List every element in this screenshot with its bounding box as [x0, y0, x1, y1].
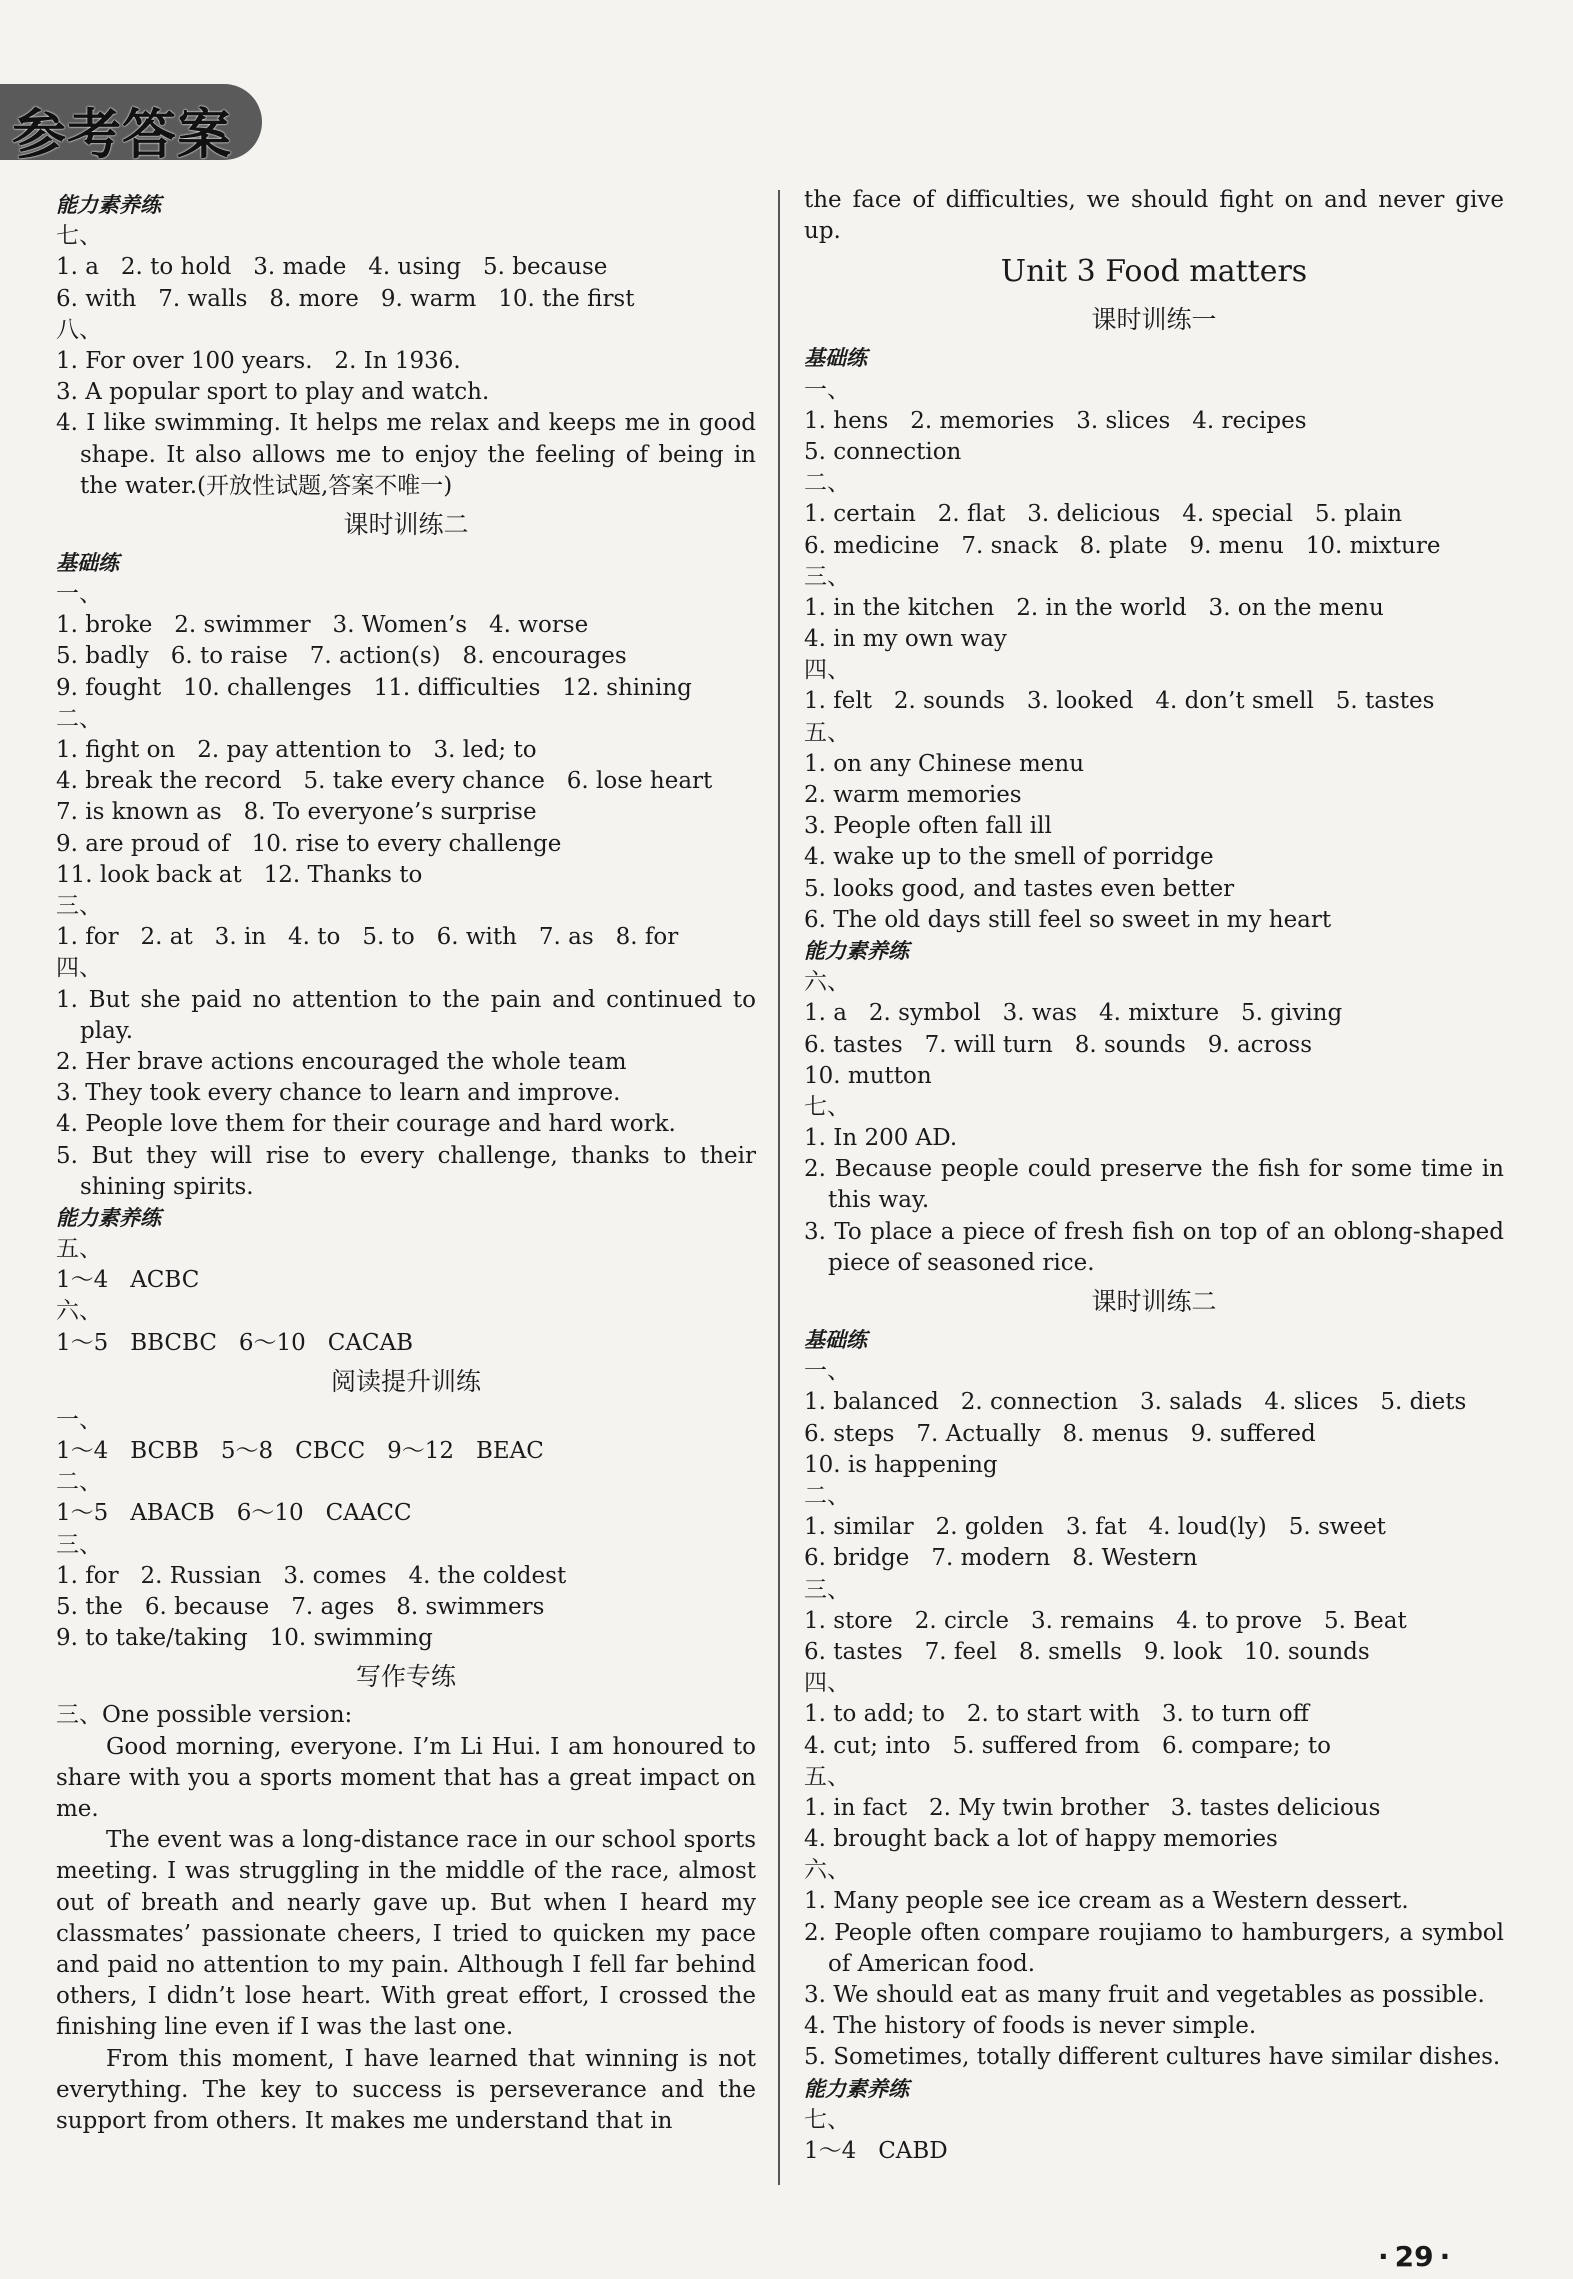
- answer-line: 1～4 CABD: [804, 2138, 948, 2164]
- answer-line: 六、: [56, 1298, 102, 1325]
- answer-line: 三、: [804, 563, 850, 590]
- answer-line: 五、: [56, 1236, 102, 1263]
- answer-line: 1. fight on 2. pay attention to 3. led; to: [56, 737, 537, 764]
- section-header-tab: [0, 84, 262, 166]
- answer-line: 七、: [56, 223, 102, 250]
- answer-paragraph: 1. But she paid no attention to the pain and continued to play.: [56, 986, 756, 1044]
- answer-line: 1～4 BCBB 5～8 CBCC 9～12 BEAC: [56, 1438, 544, 1465]
- answer-line: 1. certain 2. flat 3. delicious 4. special 5. plain: [804, 501, 1403, 528]
- answer-line: 1. balanced 2. connection 3. salads 4. slices 5. diets: [804, 1389, 1467, 1416]
- answer-line: 6. tastes 7. will turn 8. sounds 9. across: [804, 1031, 1313, 1058]
- answer-line: 4. wake up to the smell of porridge: [804, 844, 1214, 871]
- answer-line: 三、: [804, 1576, 850, 1603]
- answer-line: 1. for 2. Russian 3. comes 4. the coldest: [56, 1562, 567, 1589]
- answer-line: 八、: [56, 316, 102, 343]
- answer-line: 1. a 2. to hold 3. made 4. using 5. because: [56, 254, 608, 281]
- answer-line: 4. cut; into 5. suffered from 6. compare; to: [804, 1732, 1331, 1759]
- answer-line: 四、: [804, 1670, 850, 1697]
- answer-line: 三、: [56, 892, 102, 919]
- answer-line: 1. felt 2. sounds 3. looked 4. don’t smell 5. tastes: [804, 688, 1435, 715]
- answer-line: 1. to add; to 2. to start with 3. to turn off: [804, 1701, 1309, 1728]
- section-label: 基础练: [804, 1328, 867, 1353]
- answer-line: 七、: [804, 2106, 850, 2133]
- answer-line: 四、: [804, 657, 850, 684]
- answer-line: 1～5 BBCBC 6～10 CACAB: [56, 1329, 414, 1356]
- answer-line: 6. steps 7. Actually 8. menus 9. suffered: [804, 1420, 1316, 1447]
- answer-paragraph: 5. But they will rise to every challenge, thanks to their shining spirits.: [56, 1142, 756, 1200]
- answer-line: 一、: [804, 376, 850, 403]
- answer-line: 七、: [804, 1093, 850, 1120]
- answer-line: 五、: [804, 1763, 850, 1790]
- answer-line: 四、: [56, 955, 102, 982]
- column-divider: [778, 190, 780, 2185]
- answer-line: 4. brought back a lot of happy memories: [804, 1826, 1278, 1853]
- answer-line: 5. connection: [804, 438, 962, 465]
- page-number-text: 29: [1394, 2240, 1434, 2273]
- answer-paragraph: the face of difficulties, we should fight on and never give up.: [804, 187, 1504, 245]
- answer-line: 3. We should eat as many fruit and vegetables as possible.: [804, 1982, 1485, 2009]
- answer-line: 1. in fact 2. My twin brother 3. tastes delicious: [804, 1794, 1381, 1821]
- right-column: [804, 185, 1504, 2167]
- answer-line: 1. store 2. circle 3. remains 4. to prove 5. Beat: [804, 1607, 1407, 1634]
- answer-line: 二、: [56, 705, 102, 732]
- answer-line: 7. is known as 8. To everyone’s surprise: [56, 799, 537, 826]
- page-number: [1372, 2240, 1456, 2273]
- answer-line: 9. are proud of 10. rise to every challenge: [56, 830, 562, 857]
- lesson-title: 课时训练一: [1091, 305, 1217, 335]
- answer-line: 一、: [56, 581, 102, 608]
- answer-line: 1. in the kitchen 2. in the world 3. on the menu: [804, 594, 1384, 621]
- answer-line: 二、: [804, 470, 850, 497]
- answer-line: 1. broke 2. swimmer 3. Women’s 4. worse: [56, 612, 589, 639]
- answer-line: 3. People often fall ill: [804, 813, 1052, 840]
- answer-line: 10. mutton: [804, 1062, 932, 1089]
- answer-paragraph: The event was a long-distance race in our school sports meeting. I was struggling in the middle of the race, almost out of breath and nearly gave up. But when I heard my classmates’ passionate cheers, I tried to quicken my pace and paid no attention to my pain. Although I fell far behind others, I didn’t lose heart. With great effort, I crossed the finishing line even if I was the last one.: [56, 1827, 756, 2041]
- answer-line: 5. the 6. because 7. ages 8. swimmers: [56, 1593, 545, 1620]
- answer-line: 1～4 ACBC: [56, 1267, 200, 1294]
- lesson-title: 写作专练: [355, 1662, 456, 1692]
- answer-line: 11. look back at 12. Thanks to: [56, 861, 423, 888]
- lesson-title: 课时训练二: [343, 509, 469, 539]
- answer-paragraph: 2. People often compare roujiamo to hamburgers, a symbol of American food.: [804, 1919, 1504, 1977]
- answer-line: 5. badly 6. to raise 7. action(s) 8. encourages: [56, 643, 627, 670]
- section-label: 能力素养练: [804, 2076, 909, 2101]
- left-column: [56, 190, 756, 2137]
- answer-line: 2. warm memories: [804, 782, 1022, 809]
- section-label: 能力素养练: [56, 193, 161, 217]
- answer-paragraph: From this moment, I have learned that winning is not everything. The key to success is perseverance and the support from others. It makes me understand that in: [56, 2045, 756, 2134]
- answer-line: 10. is happening: [804, 1451, 998, 1478]
- answer-line: 5. Sometimes, totally different cultures have similar dishes.: [804, 2044, 1501, 2071]
- answer-paragraph: Good morning, everyone. I’m Li Hui. I am honoured to share with you a sports moment that has a great impact on me.: [56, 1733, 756, 1822]
- bullet-dot-icon: ·: [1439, 2240, 1451, 2273]
- answer-line: 3. They took every chance to learn and improve.: [56, 1080, 621, 1107]
- section-label: 基础练: [56, 550, 119, 575]
- answer-line: 1. For over 100 years. 2. In 1936.: [56, 347, 461, 374]
- section-label: 能力素养练: [804, 938, 909, 963]
- answer-line: 5. looks good, and tastes even better: [804, 875, 1235, 902]
- answer-paragraph: 2. Because people could preserve the fish for some time in this way.: [804, 1156, 1504, 1214]
- answer-line: 六、: [804, 969, 850, 996]
- answer-line: 1. similar 2. golden 3. fat 4. loud(ly) 5. sweet: [804, 1514, 1386, 1541]
- section-label: 能力素养练: [56, 1205, 161, 1230]
- answer-line: 1. a 2. symbol 3. was 4. mixture 5. giving: [804, 1000, 1343, 1027]
- answer-line: 五、: [804, 719, 850, 746]
- answer-line: 一、: [56, 1406, 102, 1433]
- answer-line: 9. to take/taking 10. swimming: [56, 1625, 433, 1652]
- answer-paragraph: 3. To place a piece of fresh fish on top of an oblong-shaped piece of seasoned rice.: [804, 1218, 1504, 1276]
- answer-line: 6. medicine 7. snack 8. plate 9. menu 10. mixture: [804, 532, 1441, 559]
- unit-heading: Unit 3 Food matters: [1000, 254, 1308, 290]
- answer-line: 三、One possible version:: [56, 1702, 353, 1729]
- bullet-dot-icon: ·: [1378, 2240, 1389, 2273]
- answer-line: 4. The history of foods is never simple.: [804, 2013, 1257, 2040]
- answer-line: 2. Her brave actions encouraged the whole team: [56, 1048, 627, 1075]
- answer-line: 三、: [56, 1531, 102, 1558]
- answer-line: 1～5 ABACB 6～10 CAACC: [56, 1500, 412, 1527]
- answer-line: 4. People love them for their courage and hard work.: [56, 1111, 676, 1138]
- answer-line: 3. A popular sport to play and watch.: [56, 379, 490, 406]
- lesson-title: 课时训练二: [1091, 1287, 1217, 1317]
- answer-line: 1. on any Chinese menu: [804, 750, 1085, 777]
- lesson-title: 阅读提升训练: [330, 1366, 481, 1396]
- answer-line: 一、: [804, 1358, 850, 1385]
- answer-line: 1. Many people see ice cream as a Western dessert.: [804, 1888, 1409, 1915]
- answer-line: 6. The old days still feel so sweet in my heart: [804, 906, 1332, 933]
- answer-line: 1. In 200 AD.: [804, 1125, 958, 1152]
- section-header-label: 参考答案: [12, 103, 232, 166]
- answer-line: 1. hens 2. memories 3. slices 4. recipes: [804, 407, 1307, 434]
- answer-line: 4. in my own way: [804, 626, 1007, 653]
- answer-paragraph: 4. I like swimming. It helps me relax and keeps me in good shape. It also allows me to enjoy the feeling of being in the water.(开放性试题,答案不唯一): [56, 410, 756, 499]
- answer-line: 6. with 7. walls 8. more 9. warm 10. the first: [56, 285, 635, 312]
- answer-line: 4. break the record 5. take every chance 6. lose heart: [56, 768, 713, 795]
- answer-line: 6. bridge 7. modern 8. Western: [804, 1545, 1198, 1572]
- answer-line: 六、: [804, 1857, 850, 1884]
- answer-line: 二、: [56, 1469, 102, 1496]
- answer-line: 9. fought 10. challenges 11. difficulties 12. shining: [56, 674, 692, 701]
- answer-line: 6. tastes 7. feel 8. smells 9. look 10. sounds: [804, 1638, 1370, 1665]
- answer-line: 1. for 2. at 3. in 4. to 5. to 6. with 7. as 8. for: [56, 924, 679, 951]
- answer-line: 二、: [804, 1483, 850, 1510]
- section-label: 基础练: [804, 346, 867, 371]
